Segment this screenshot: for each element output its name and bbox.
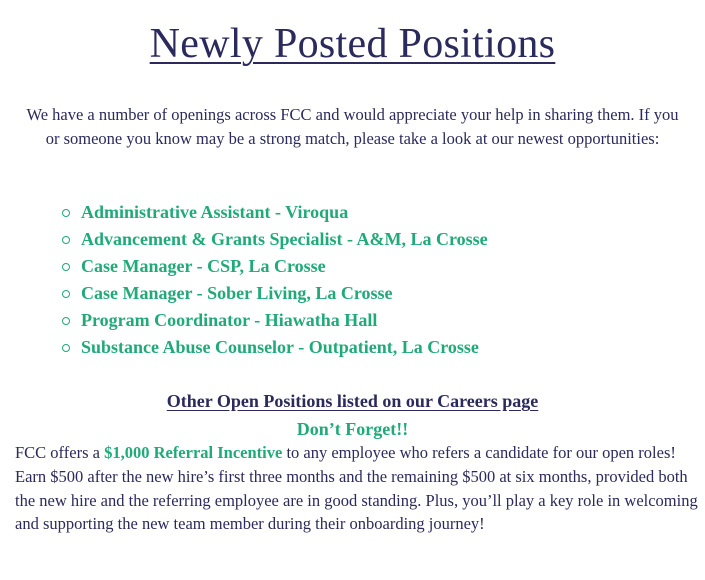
referral-text-prefix: FCC offers a [15, 443, 105, 462]
position-item[interactable] [62, 334, 488, 361]
position-item[interactable] [62, 280, 488, 307]
circle-bullet-icon [62, 344, 70, 352]
position-title[interactable]: Program Coordinator - Hiawatha Hall [81, 310, 378, 330]
referral-incentive-highlight: $1,000 Referral Incentive [104, 443, 283, 462]
position-title[interactable]: Substance Abuse Counselor - Outpatient, La Crosse [81, 337, 479, 357]
referral-text-suffix: to any employee who refers a candidate for our open roles! Earn $500 after the new hire’s first three months and the remaining $500 at six months, provided both the new hire and the referring employee are in good standing. Plus, you’ll play a key role in welcoming and supporting the new team member during their onboarding journey! [15, 443, 698, 534]
intro-paragraph: We have a number of openings across FCC and would appreciate your help in sharing them. If you or someone you know may be a strong match, please take a look at our newest opportunities: [26, 105, 679, 148]
dont-forget-heading: Don’t Forget!! [296, 419, 409, 439]
position-item[interactable] [62, 307, 488, 334]
circle-bullet-icon [62, 209, 70, 217]
circle-bullet-icon [62, 290, 70, 298]
positions-list [62, 199, 488, 361]
circle-bullet-icon [62, 263, 70, 271]
page-title: Newly Posted Positions [149, 21, 556, 67]
position-title[interactable]: Case Manager - Sober Living, La Crosse [81, 283, 393, 303]
position-title[interactable]: Administrative Assistant - Viroqua [81, 202, 349, 222]
position-item[interactable] [62, 226, 488, 253]
circle-bullet-icon [62, 317, 70, 325]
careers-section [0, 388, 705, 414]
circle-bullet-icon [62, 236, 70, 244]
position-item[interactable] [62, 253, 488, 280]
position-title[interactable]: Case Manager - CSP, La Crosse [81, 256, 326, 276]
careers-page-link[interactable]: Other Open Positions listed on our Careers page [166, 391, 539, 411]
position-title[interactable]: Advancement & Grants Specialist - A&M, La Crosse [81, 229, 488, 249]
position-item[interactable] [62, 199, 488, 226]
referral-paragraph [15, 441, 700, 536]
